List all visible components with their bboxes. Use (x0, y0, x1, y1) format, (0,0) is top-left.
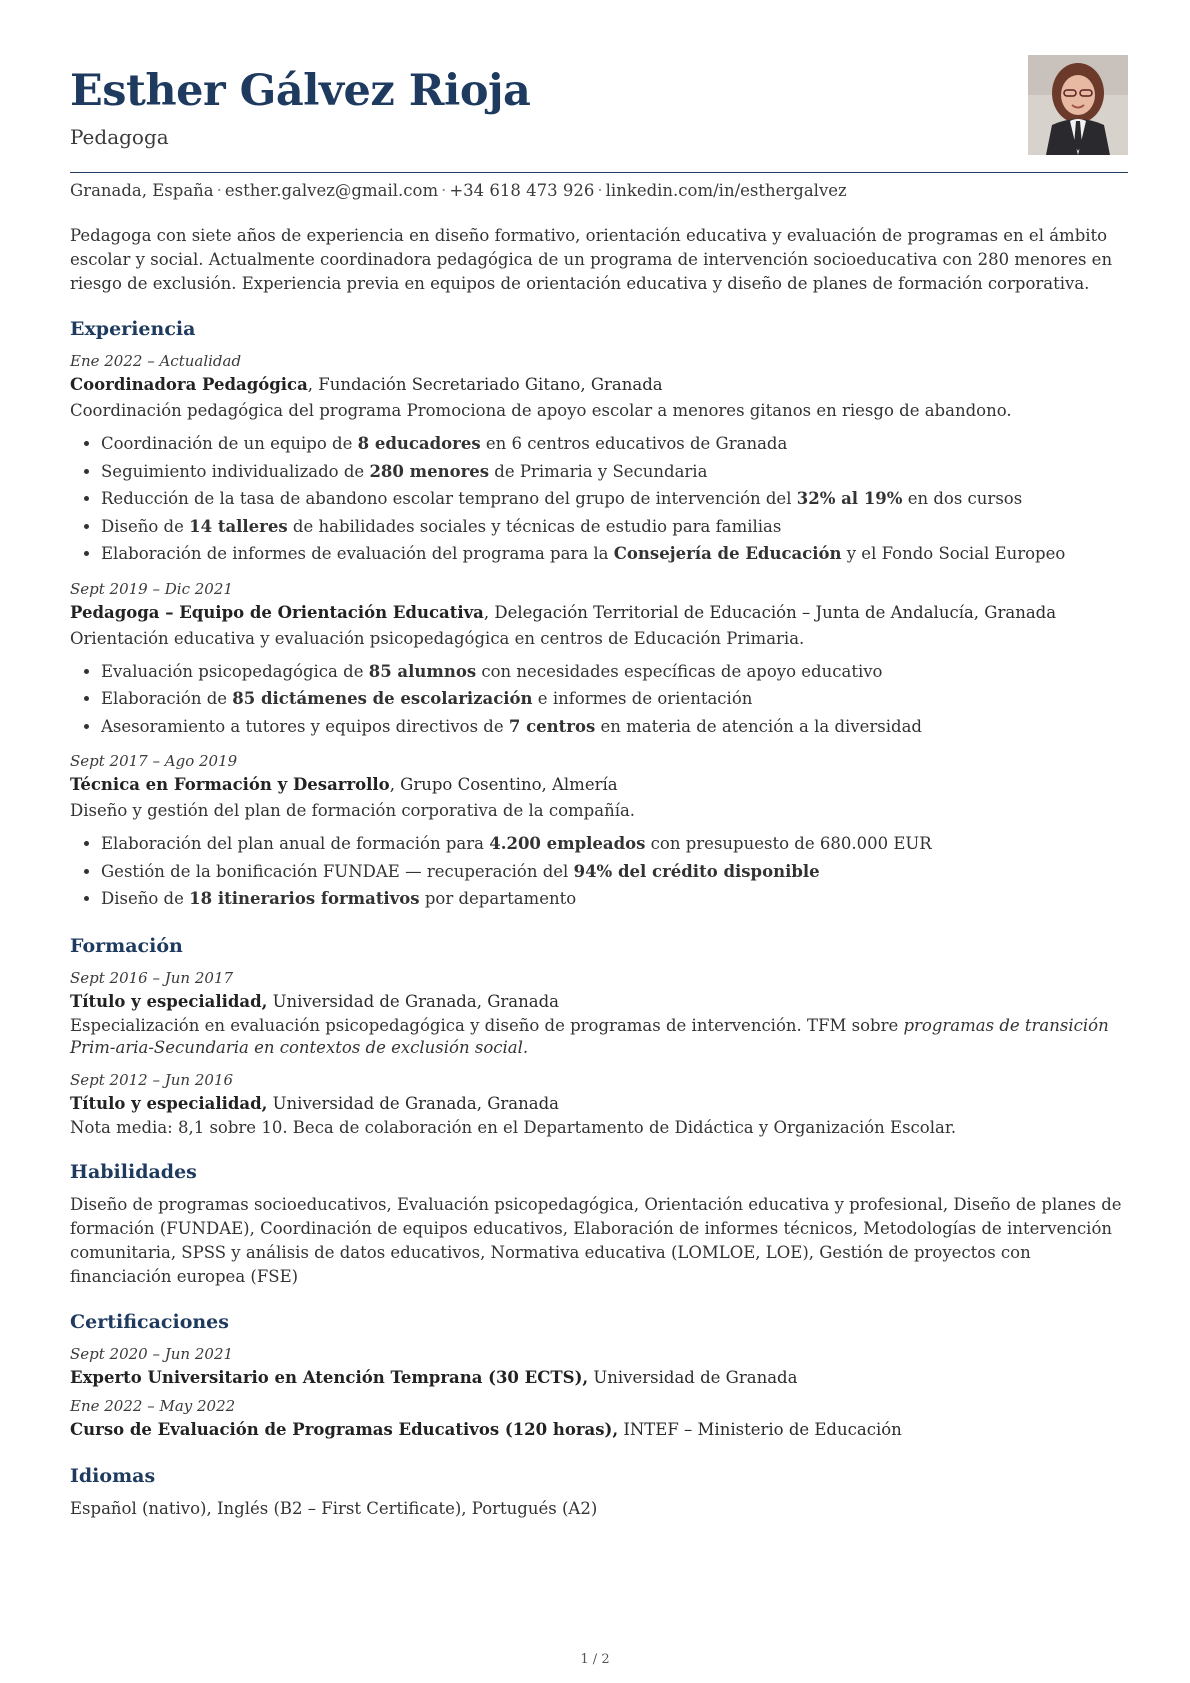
achievement-item (101, 485, 1128, 513)
achievement-highlight: 7 centros (508, 716, 596, 736)
employer: , Fundación Secretariado Gitano, Granada (307, 375, 663, 394)
resume-header (70, 0, 1128, 200)
experience-list (70, 350, 1128, 913)
institution: Universidad de Granada, Granada (267, 1093, 559, 1113)
contact-line (70, 180, 847, 202)
entry-title (70, 772, 1128, 798)
experience-entry (70, 350, 1128, 568)
languages-heading: Idiomas (70, 1464, 156, 1487)
entry-description (70, 1117, 1128, 1139)
achievement-highlight: Consejería de Educación (613, 544, 842, 563)
contact-email[interactable]: esther.galvez@gmail.com (224, 181, 439, 200)
achievement-text: Coordinación de un equipo de (101, 434, 358, 453)
achievement-text: y el Fondo Social Europeo (841, 544, 1066, 563)
entry-description: Orientación educativa y evaluación psicopedagógica en centros de Educación Primaria. (70, 628, 805, 648)
achievement-highlight: 32% al 19% (796, 489, 903, 508)
achievement-text: en 6 centros educativos de Granada (480, 434, 788, 453)
achievement-item (101, 430, 1128, 458)
achievement-text: de Primaria y Secundaria (489, 461, 708, 481)
achievement-item (101, 458, 1128, 486)
entry-title (70, 989, 1128, 1015)
page-number: 1 / 2 (580, 1652, 610, 1667)
certification-title: Experto Universitario en Atención Temprana (30 ECTS), (70, 1367, 589, 1387)
achievement-item (101, 885, 1128, 913)
entry-title (70, 1091, 1128, 1117)
skills-text: Diseño de programas socioeducativos, Evaluación psicopedagógica, Orientación educativa y profesional, Diseño de planes de formación (FUNDAE), Coordinación de equipos educativos, Elaboración de informes técnicos, Metodologías de intervención comunitaria, SPSS y análisis de datos educativos, Normativa educativa (LOMLOE, LOE), Gestión de proyectos con financiación europea (FSE) (70, 1194, 1122, 1286)
education-list (70, 967, 1128, 1139)
achievement-highlight: 18 itinerarios formativos (189, 889, 420, 908)
description-text: Especialización en evaluación psicopedagógica y diseño de programas de intervención. TFM sobre (70, 1015, 904, 1035)
contact-separator: · (597, 181, 603, 200)
achievement-list (70, 658, 1128, 741)
job-title: Técnica en Formación y Desarrollo (70, 775, 390, 794)
achievement-text: con necesidades específicas de apoyo educativo (476, 661, 883, 681)
achievement-list (70, 830, 1128, 913)
header-divider (70, 172, 1128, 173)
entry-description (70, 1015, 1128, 1059)
languages-text: Español (nativo), Inglés (B2 – First Certificate), Portugués (A2) (70, 1498, 598, 1518)
job-title: Coordinadora Pedagógica (70, 375, 308, 394)
certification-title: Curso de Evaluación de Programas Educativos (120 horas), (70, 1419, 619, 1439)
achievement-text: Gestión de la bonificación FUNDAE — recuperación del (101, 861, 574, 881)
entry-title (70, 1417, 1128, 1443)
certifications-heading: Certificaciones (70, 1310, 229, 1333)
entry-date: Sept 2016 – Jun 2017 (70, 968, 234, 987)
achievement-text: en materia de atención a la diversidad (595, 716, 922, 736)
achievement-item (101, 513, 1128, 541)
resume-content (70, 224, 1128, 1521)
education-entry (70, 1069, 1128, 1139)
achievement-highlight: 94% del crédito disponible (573, 861, 820, 881)
entry-description: Coordinación pedagógica del programa Promociona de apoyo escolar a menores gitanos en riesgo de abandono. (70, 401, 1012, 420)
achievement-highlight: 85 alumnos (368, 661, 477, 681)
certifications-list (70, 1343, 1128, 1443)
entry-date: Sept 2019 – Dic 2021 (70, 579, 233, 598)
certification-issuer: Universidad de Granada (588, 1367, 798, 1387)
achievement-item (101, 713, 1128, 741)
entry-description: Diseño y gestión del plan de formación corporativa de la compañía. (70, 801, 636, 820)
institution: Universidad de Granada, Granada (267, 991, 559, 1011)
achievement-list (70, 430, 1128, 568)
description-text: Nota media: 8,1 sobre 10. Beca de colaboración en el Departamento de Didáctica y Organización Escolar. (70, 1117, 957, 1137)
achievement-text: Diseño de (101, 889, 190, 908)
achievement-highlight: 8 educadores (357, 434, 481, 453)
degree-title: Título y especialidad, (70, 1093, 268, 1113)
profile-summary: Pedagoga con siete años de experiencia en diseño formativo, orientación educativa y evaluación de programas en el ámbito escolar y social. Actualmente coordinadora pedagógica de un programa de intervención socioeducativa con 280 menores en riesgo de exclusión. Experiencia previa en equipos de orientación educativa y diseño de planes de formación corporativa. (70, 226, 1113, 293)
employer: , Delegación Territorial de Educación – Junta de Andalucía, Granada (483, 602, 1057, 622)
achievement-text: en dos cursos (902, 489, 1023, 508)
experience-entry (70, 578, 1128, 741)
achievement-highlight: 14 talleres (189, 516, 288, 536)
employer: , Grupo Cosentino, Almería (389, 775, 618, 794)
achievement-item (101, 858, 1128, 886)
achievement-highlight: 85 dictámenes de escolarización (232, 689, 533, 708)
entry-date: Sept 2012 – Jun 2016 (70, 1070, 234, 1089)
achievement-text: Reducción de la tasa de abandono escolar temprano del grupo de intervención del (101, 489, 797, 508)
achievement-highlight: 280 menores (369, 461, 490, 481)
contact-separator: · (441, 181, 447, 200)
job-title: Pedagoga – Equipo de Orientación Educativa (70, 602, 484, 622)
achievement-item (101, 830, 1128, 858)
contact-separator: · (216, 181, 222, 200)
entry-title (70, 1365, 1128, 1391)
achievement-text: e informes de orientación (532, 689, 753, 708)
achievement-text: por departamento (419, 889, 577, 908)
achievement-text: Diseño de (101, 516, 190, 536)
contact-location: Granada, España (70, 181, 214, 200)
person-role: Pedagoga (70, 125, 169, 149)
profile-photo-image (1028, 55, 1128, 155)
entry-date: Ene 2022 – Actualidad (70, 352, 242, 370)
certification-entry (70, 1395, 1128, 1443)
achievement-text: Elaboración de informes de evaluación del programa para la (101, 544, 614, 563)
education-entry (70, 967, 1128, 1059)
achievement-text: Seguimiento individualizado de (101, 461, 370, 481)
certification-issuer: INTEF – Ministerio de Educación (618, 1419, 902, 1439)
achievement-text: Elaboración de (101, 689, 233, 708)
entry-title (70, 372, 1128, 398)
contact-linkedin[interactable]: linkedin.com/in/esthergalvez (605, 181, 847, 200)
achievement-highlight: 4.200 empleados (489, 834, 646, 853)
education-heading: Formación (70, 934, 183, 957)
experience-entry (70, 750, 1128, 913)
achievement-item (101, 658, 1128, 686)
achievement-item (101, 685, 1128, 713)
certification-entry (70, 1343, 1128, 1391)
achievement-text: Elaboración del plan anual de formación para (101, 834, 490, 853)
resume-page (70, 0, 1128, 1518)
achievement-text: Evaluación psicopedagógica de (101, 661, 369, 681)
skills-heading: Habilidades (70, 1160, 197, 1183)
entry-date: Ene 2022 – May 2022 (70, 1396, 236, 1415)
contact-phone[interactable]: +34 618 473 926 (449, 181, 595, 200)
entry-date: Sept 2017 – Ago 2019 (70, 752, 238, 770)
degree-title: Título y especialidad, (70, 991, 268, 1011)
person-name: Esther Gálvez Rioja (70, 66, 531, 116)
profile-photo (1028, 55, 1128, 155)
achievement-text: con presupuesto de 680.000 EUR (645, 834, 932, 853)
experience-heading: Experiencia (70, 318, 196, 340)
achievement-item (101, 540, 1128, 568)
achievement-text: de habilidades sociales y técnicas de estudio para familias (287, 516, 782, 536)
entry-date: Sept 2020 – Jun 2021 (70, 1344, 234, 1363)
thesis-title: programas de transición Prim-aria-Secundaria en contextos de exclusión social. (70, 1015, 1109, 1057)
entry-title (70, 600, 1128, 626)
achievement-text: Asesoramiento a tutores y equipos directivos de (101, 716, 509, 736)
